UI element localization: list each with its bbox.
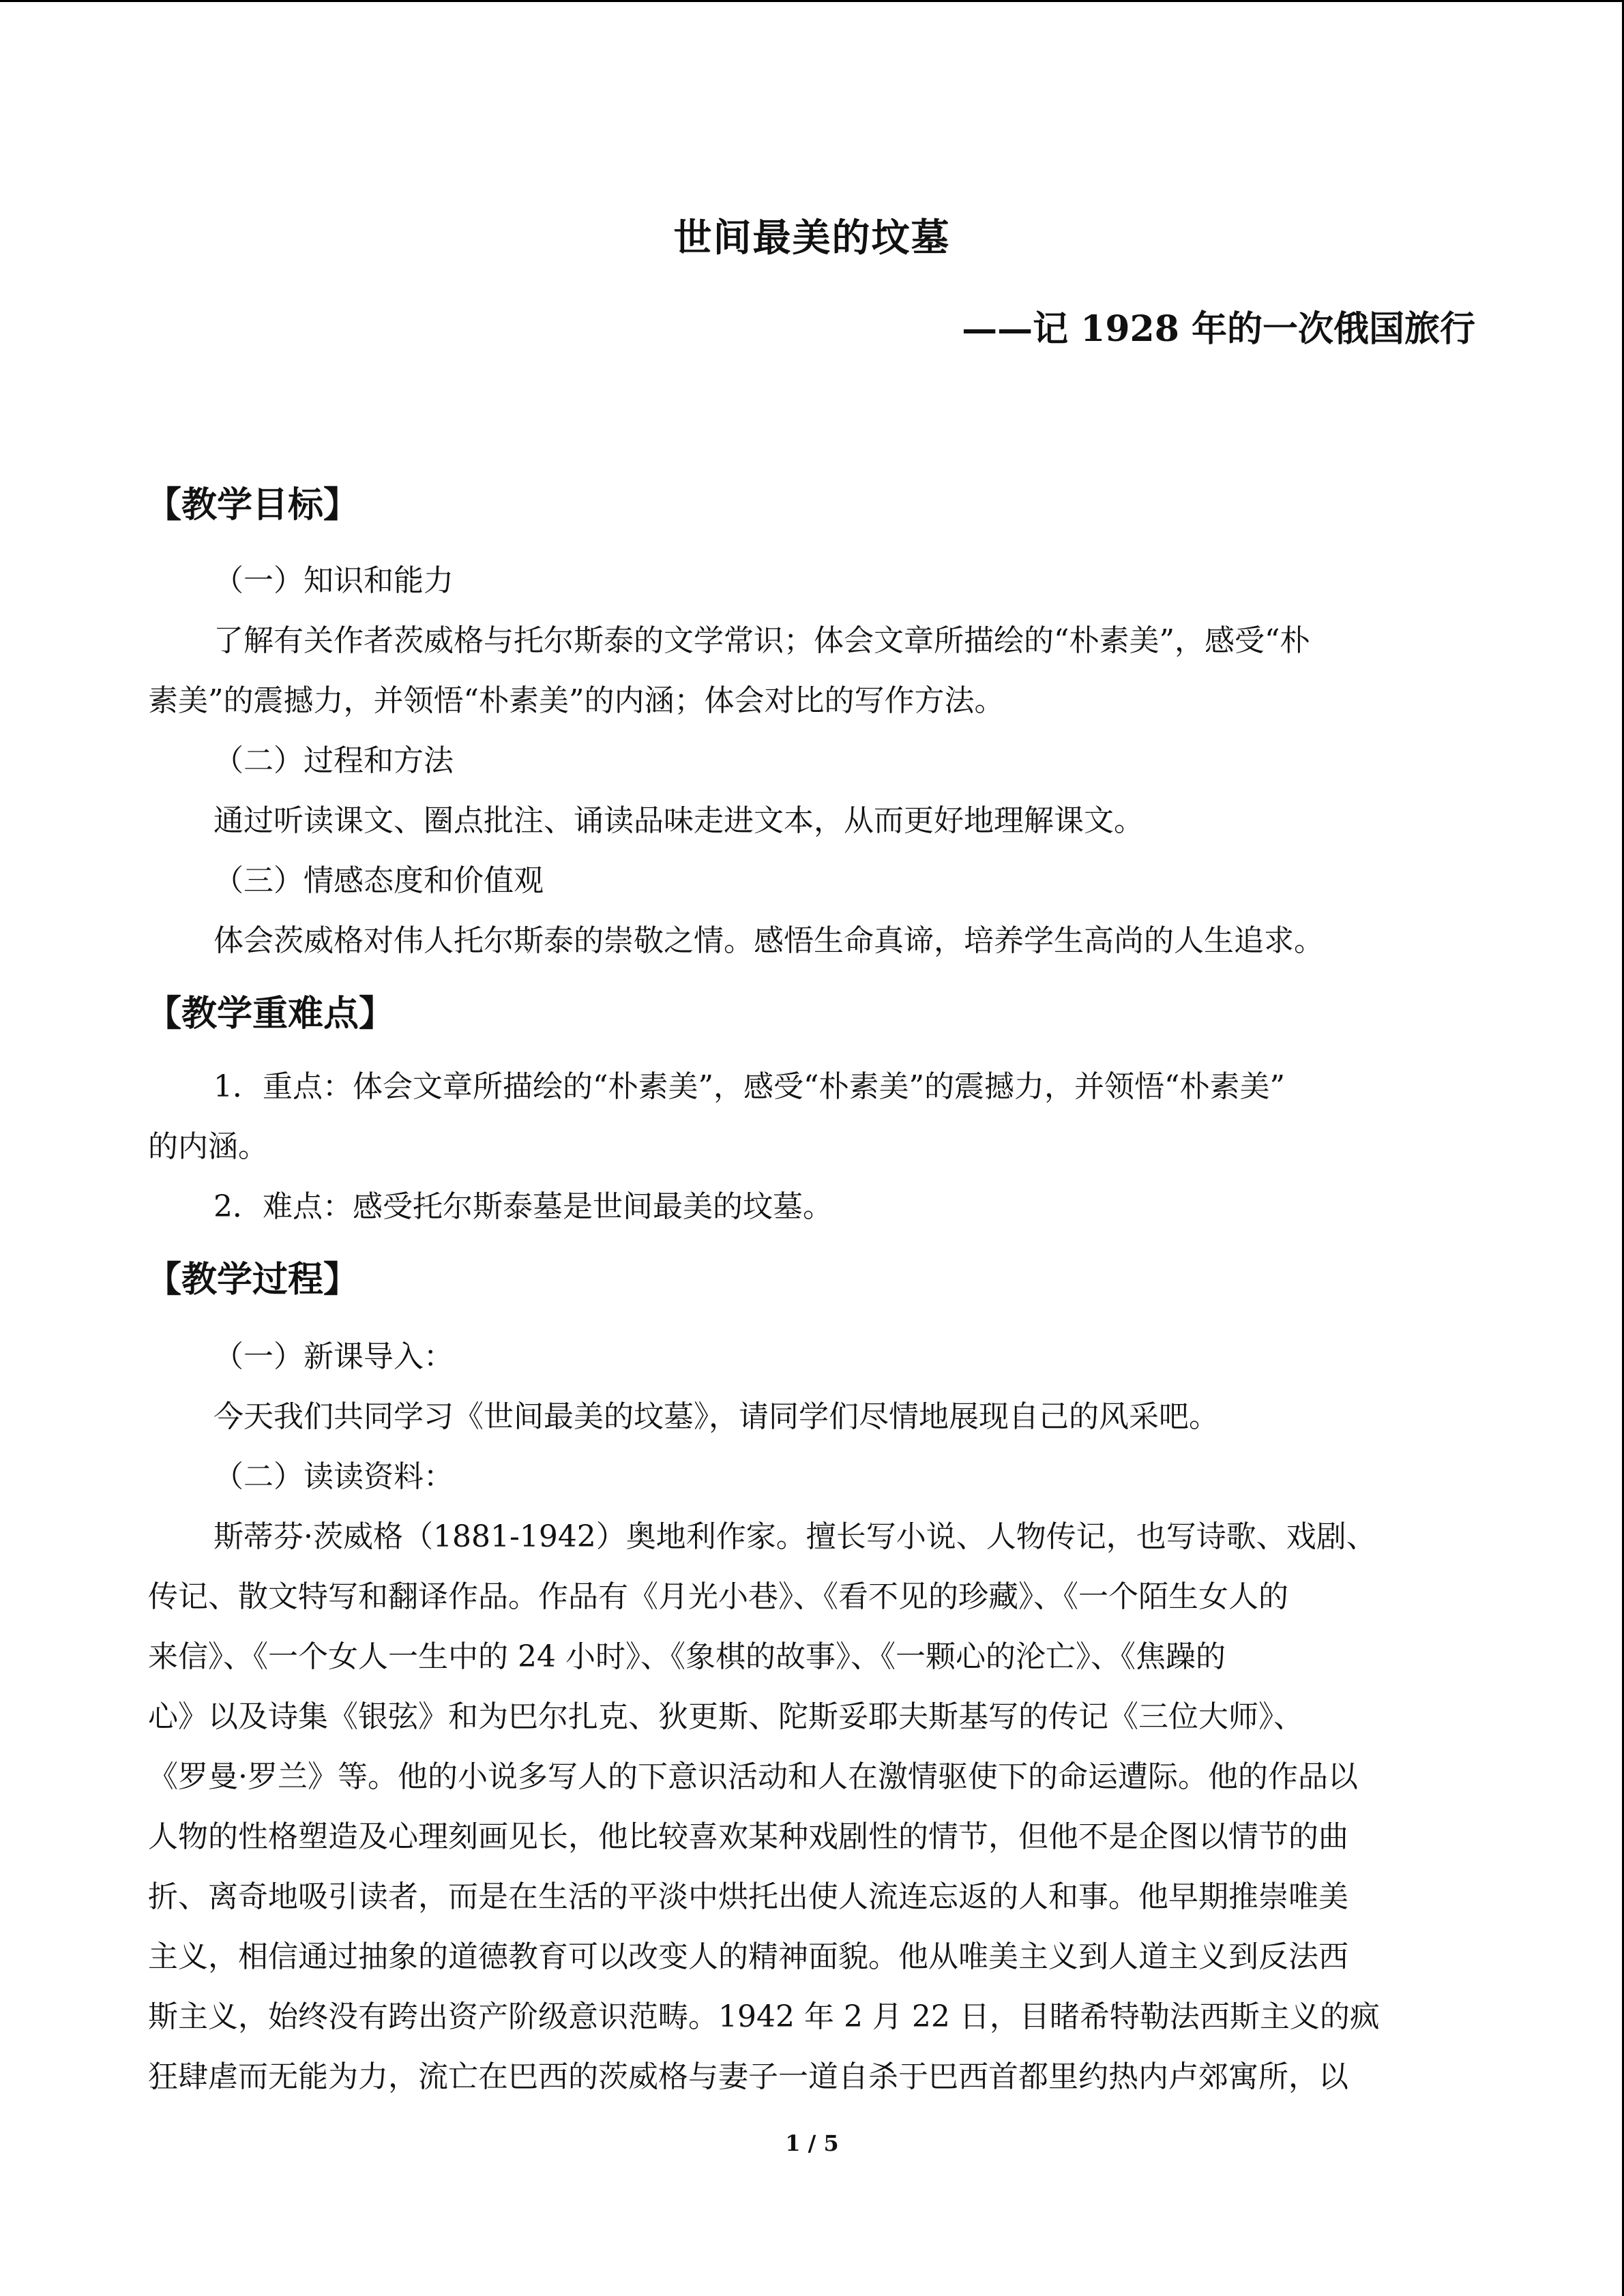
section-heading-objectives: 【教学目标】 <box>146 485 359 526</box>
section-heading-process: 【教学过程】 <box>146 1259 359 1300</box>
section-heading-key-points: 【教学重难点】 <box>146 994 395 1034</box>
paragraph-line: （二）过程和方法 <box>213 743 454 778</box>
paragraph-line: 斯蒂芬·茨威格（1881-1942）奥地利作家。擅长写小说、人物传记，也写诗歌、戏剧、 <box>213 1519 1376 1554</box>
paragraph-line: 体会茨威格对伟人托尔斯泰的崇敬之情。感悟生命真谛，培养学生高尚的人生追求。 <box>213 923 1324 958</box>
document-subtitle: ——记 1928 年的一次俄国旅行 <box>962 308 1475 350</box>
paragraph-line: （一）知识和能力 <box>213 563 454 598</box>
paragraph-line: （一）新课导入： <box>213 1339 454 1374</box>
paragraph-line: 了解有关作者茨威格与托尔斯泰的文学常识；体会文章所描绘的“朴素美”，感受“朴 <box>213 623 1310 658</box>
paragraph-line: 通过听读课文、圈点批注、诵读品味走进文本，从而更好地理解课文。 <box>213 803 1144 838</box>
paragraph-line: 来信》、《一个女人一生中的 24 小时》、《象棋的故事》、《一颗心的沦亡》、《焦躁的 <box>148 1639 1226 1674</box>
paragraph-line: 的内涵。 <box>148 1129 268 1164</box>
paragraph-line: 主义，相信通过抽象的道德教育可以改变人的精神面貌。他从唯美主义到人道主义到反法西 <box>148 1939 1348 1974</box>
page-number: 1 / 5 <box>785 2130 839 2156</box>
paragraph-line: （三）情感态度和价值观 <box>213 863 544 898</box>
paragraph-line: 素美”的震撼力，并领悟“朴素美”的内涵；体会对比的写作方法。 <box>148 683 1005 718</box>
page-border-top <box>0 0 1624 2</box>
paragraph-line: 《罗曼·罗兰》等。他的小说多写人的下意识活动和人在激情驱使下的命运遭际。他的作品以 <box>148 1759 1358 1794</box>
paragraph-line: （二）读读资料： <box>213 1459 454 1494</box>
paragraph-line: 狂肆虐而无能为力，流亡在巴西的茨威格与妻子一道自杀于巴西首都里约热内卢郊寓所，以 <box>148 2059 1348 2094</box>
paragraph-line: 斯主义，始终没有跨出资产阶级意识范畴。1942 年 2 月 22 日，目睹希特勒法西斯主义的疯 <box>148 1999 1380 2034</box>
document-title: 世间最美的坟墓 <box>673 215 951 260</box>
paragraph-line: 心》以及诗集《银弦》和为巴尔扎克、狄更斯、陀斯妥耶夫斯基写的传记《三位大师》、 <box>148 1699 1303 1734</box>
paragraph-line: 传记、散文特写和翻译作品。作品有《月光小巷》、《看不见的珍藏》、《一个陌生女人的 <box>148 1579 1288 1614</box>
paragraph-line: 今天我们共同学习《世间最美的坟墓》，请同学们尽情地展现自己的风采吧。 <box>213 1399 1219 1434</box>
paragraph-line: 1．重点：体会文章所描绘的“朴素美”，感受“朴素美”的震撼力，并领悟“朴素美” <box>213 1069 1285 1104</box>
paragraph-line: 2．难点：感受托尔斯泰墓是世间最美的坟墓。 <box>213 1189 833 1224</box>
paragraph-line: 人物的性格塑造及心理刻画见长，他比较喜欢某种戏剧性的情节，但他不是企图以情节的曲 <box>148 1819 1348 1854</box>
paragraph-line: 折、离奇地吸引读者，而是在生活的平淡中烘托出使人流连忘返的人和事。他早期推崇唯美 <box>148 1879 1348 1914</box>
